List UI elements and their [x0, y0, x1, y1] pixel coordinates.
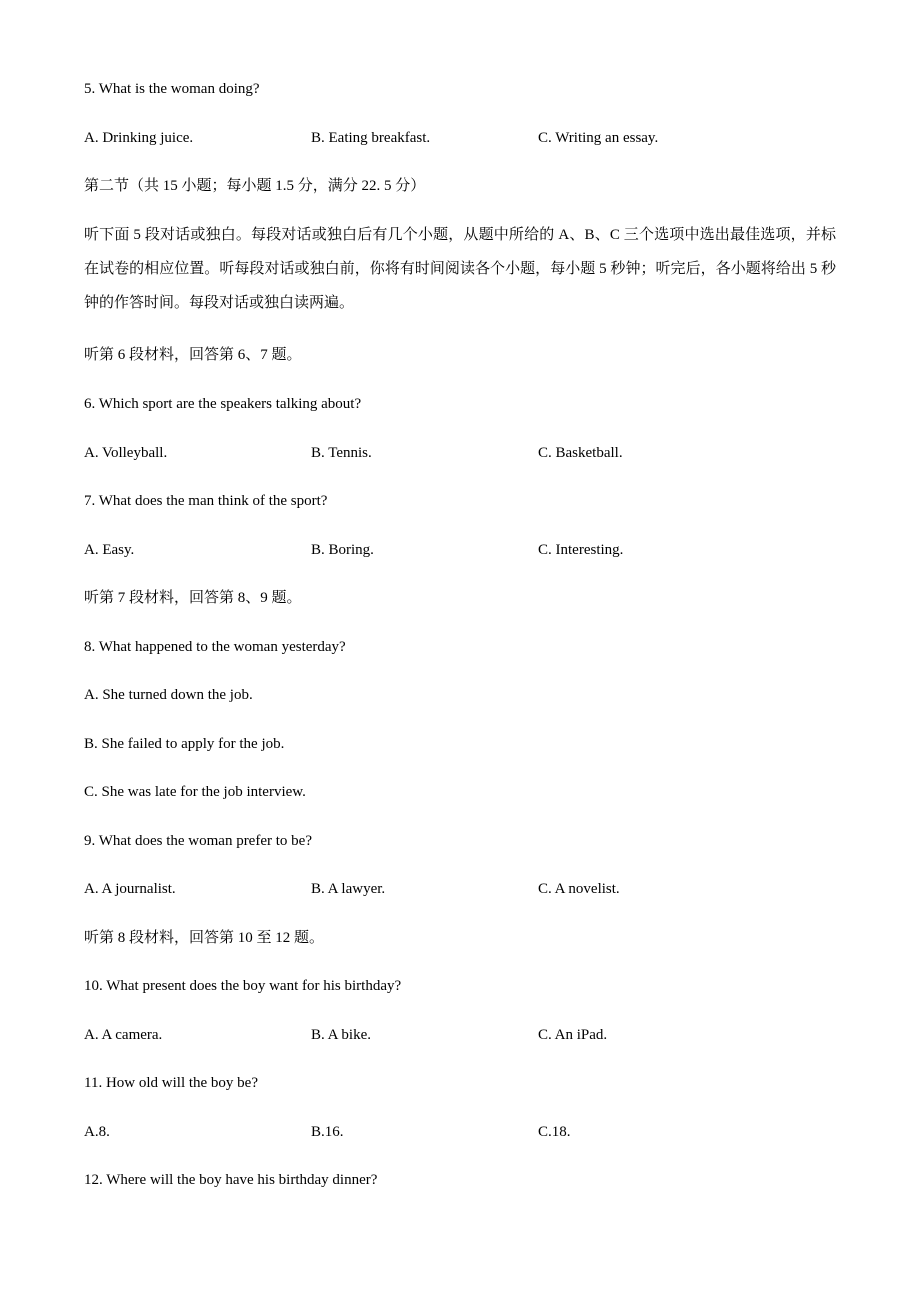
- question-7: 7. What does the man think of the sport?: [84, 493, 328, 509]
- q7-option-b: B. Boring.: [311, 542, 374, 558]
- q9-option-b: B. A lawyer.: [311, 881, 386, 897]
- q9-option-c: C. A novelist.: [538, 881, 620, 897]
- section-2-instructions: 听下面 5 段对话或独白。每段对话或独白后有几个小题，从题中所给的 A、B、C 三个选项中选出最佳选项，并标在试卷的相应位置。听每段对话或独白前，你将有时间阅读各个小题，每小题 5 秒钟；听完后，各小题将给出 5 秒钟的作答时间。每段对话或独白读两遍。: [84, 227, 836, 311]
- q5-option-c: C. Writing an essay.: [538, 130, 659, 146]
- question-8: 8. What happened to the woman yesterday?: [84, 639, 346, 655]
- material-6-header: 听第 6 段材料，回答第 6、7 题。: [84, 347, 302, 363]
- q10-option-c: C. An iPad.: [538, 1027, 608, 1043]
- question-10: 10. What present does the boy want for his birthday?: [84, 978, 402, 994]
- material-8-header: 听第 8 段材料，回答第 10 至 12 题。: [84, 930, 325, 946]
- q9-option-a: A. A journalist.: [84, 881, 176, 897]
- q5-option-b: B. Eating breakfast.: [311, 130, 431, 146]
- q5-option-a: A. Drinking juice.: [84, 130, 194, 146]
- q8-option-a: A. She turned down the job.: [84, 687, 253, 703]
- question-9: 9. What does the woman prefer to be?: [84, 833, 312, 849]
- q7-option-a: A. Easy.: [84, 542, 135, 558]
- question-6: 6. Which sport are the speakers talking about?: [84, 396, 362, 412]
- q6-option-c: C. Basketball.: [538, 445, 623, 461]
- q6-option-b: B. Tennis.: [311, 445, 372, 461]
- q8-option-c: C. She was late for the job interview.: [84, 784, 306, 800]
- q11-option-a: A.8.: [84, 1124, 110, 1140]
- material-7-header: 听第 7 段材料，回答第 8、9 题。: [84, 590, 302, 606]
- q6-option-a: A. Volleyball.: [84, 445, 168, 461]
- q10-option-a: A. A camera.: [84, 1027, 163, 1043]
- q8-option-b: B. She failed to apply for the job.: [84, 736, 285, 752]
- q11-option-c: C.18.: [538, 1124, 571, 1140]
- q7-option-c: C. Interesting.: [538, 542, 624, 558]
- question-5: 5. What is the woman doing?: [84, 81, 260, 97]
- q11-option-b: B.16.: [311, 1124, 344, 1140]
- section-2-heading: 第二节（共 15 小题；每小题 1.5 分，满分 22. 5 分）: [84, 178, 426, 194]
- question-12: 12. Where will the boy have his birthday dinner?: [84, 1172, 378, 1188]
- q10-option-b: B. A bike.: [311, 1027, 372, 1043]
- question-11: 11. How old will the boy be?: [84, 1075, 259, 1091]
